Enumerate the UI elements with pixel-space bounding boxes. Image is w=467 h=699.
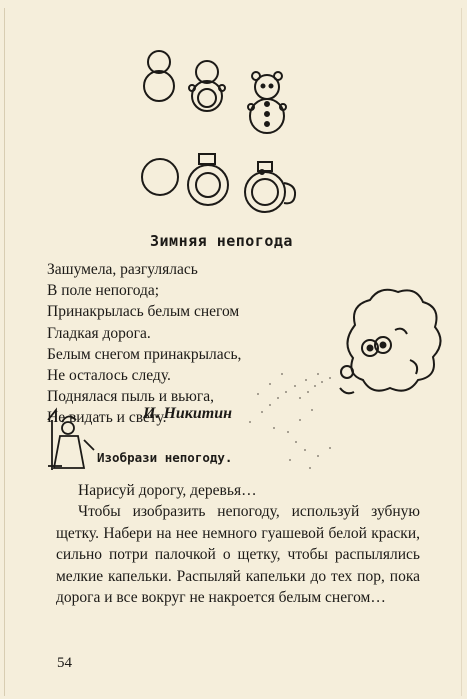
spray-particles xyxy=(249,373,331,469)
poem-line: Гладкая дорога. xyxy=(47,324,151,342)
poem-line: Зашумела, разгулялась xyxy=(47,261,198,278)
poem-author: И. Никитин xyxy=(143,405,233,422)
task-heading: Изобрази непогоду. xyxy=(97,450,233,465)
poem-line: Не видать и свету. xyxy=(47,409,167,427)
poem-title: Зимняя непогода xyxy=(150,232,293,250)
poem-line: Белым снегом принакрылась, xyxy=(47,345,242,363)
page-number: 54 xyxy=(57,655,72,671)
paragraph: Нарисуй дорогу, деревья… xyxy=(78,482,257,499)
paragraph: Чтобы изобразить непогоду, используй зубную щетку. Набери на нее немного гуашевой белой краски, сильно потри палочкой о щетку, чтобы распылялись мелкие капельки. Распыляй капельки до тех пор, пока дорога и все вокруг не накроется белым снегом… xyxy=(56,503,420,607)
poem xyxy=(47,259,241,429)
task-instructions xyxy=(56,480,420,608)
snowman-sketches xyxy=(142,51,295,212)
poem-line: Принакрылась белым снегом xyxy=(47,303,240,321)
poem-line: Не осталось следу. xyxy=(47,366,171,384)
blowing-cloud-illustration xyxy=(340,290,441,394)
poem-line: Поднялася пыль и вьюга, xyxy=(47,388,214,406)
poem-line: В поле непогода; xyxy=(47,282,160,300)
